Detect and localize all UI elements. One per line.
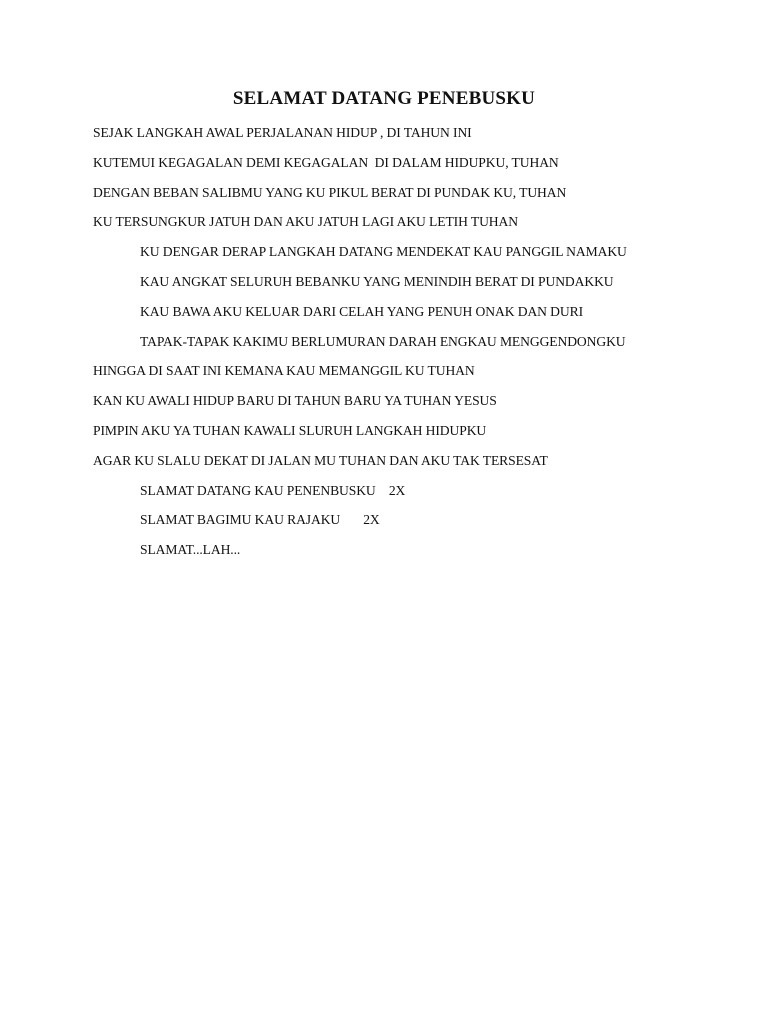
lyrics-body — [93, 122, 713, 569]
text-line: DENGAN BEBAN SALIBMU YANG KU PIKUL BERAT DI PUNDAK KU, TUHAN — [93, 184, 567, 200]
text-line-indented: SLAMAT...LAH... — [140, 542, 241, 558]
text-line: HINGGA DI SAAT INI KEMANA KAU MEMANGGIL KU TUHAN — [93, 363, 475, 379]
text-line-indented: SLAMAT DATANG KAU PENENBUSKU 2X — [140, 482, 406, 498]
text-line-indented: KAU BAWA AKU KELUAR DARI CELAH YANG PENUH ONAK DAN DURI — [140, 303, 583, 319]
text-line: SEJAK LANGKAH AWAL PERJALANAN HIDUP , DI TAHUN INI — [93, 125, 472, 140]
text-line-indented: TAPAK-TAPAK KAKIMU BERLUMURAN DARAH ENGKAU MENGGENDONGKU — [140, 333, 626, 349]
text-line: AGAR KU SLALU DEKAT DI JALAN MU TUHAN DAN AKU TAK TERSESAT — [93, 452, 548, 468]
text-line-indented: KAU ANGKAT SELURUH BEBANKU YANG MENINDIH BERAT DI PUNDAKKU — [140, 273, 614, 289]
text-line-indented: KU DENGAR DERAP LANGKAH DATANG MENDEKAT KAU PANGGIL NAMAKU — [140, 244, 627, 260]
text-line: PIMPIN AKU YA TUHAN KAWALI SLURUH LANGKAH HIDUPKU — [93, 422, 487, 438]
text-line-indented: SLAMAT BAGIMU KAU RAJAKU 2X — [140, 512, 380, 528]
page-title: SELAMAT DATANG PENEBUSKU — [232, 88, 536, 109]
text-line: KUTEMUI KEGAGALAN DEMI KEGAGALAN DI DALAM HIDUPKU, TUHAN — [93, 154, 559, 170]
text-line: KU TERSUNGKUR JATUH DAN AKU JATUH LAGI AKU LETIH TUHAN — [93, 214, 518, 230]
text-line: KAN KU AWALI HIDUP BARU DI TAHUN BARU YA TUHAN YESUS — [93, 393, 497, 409]
